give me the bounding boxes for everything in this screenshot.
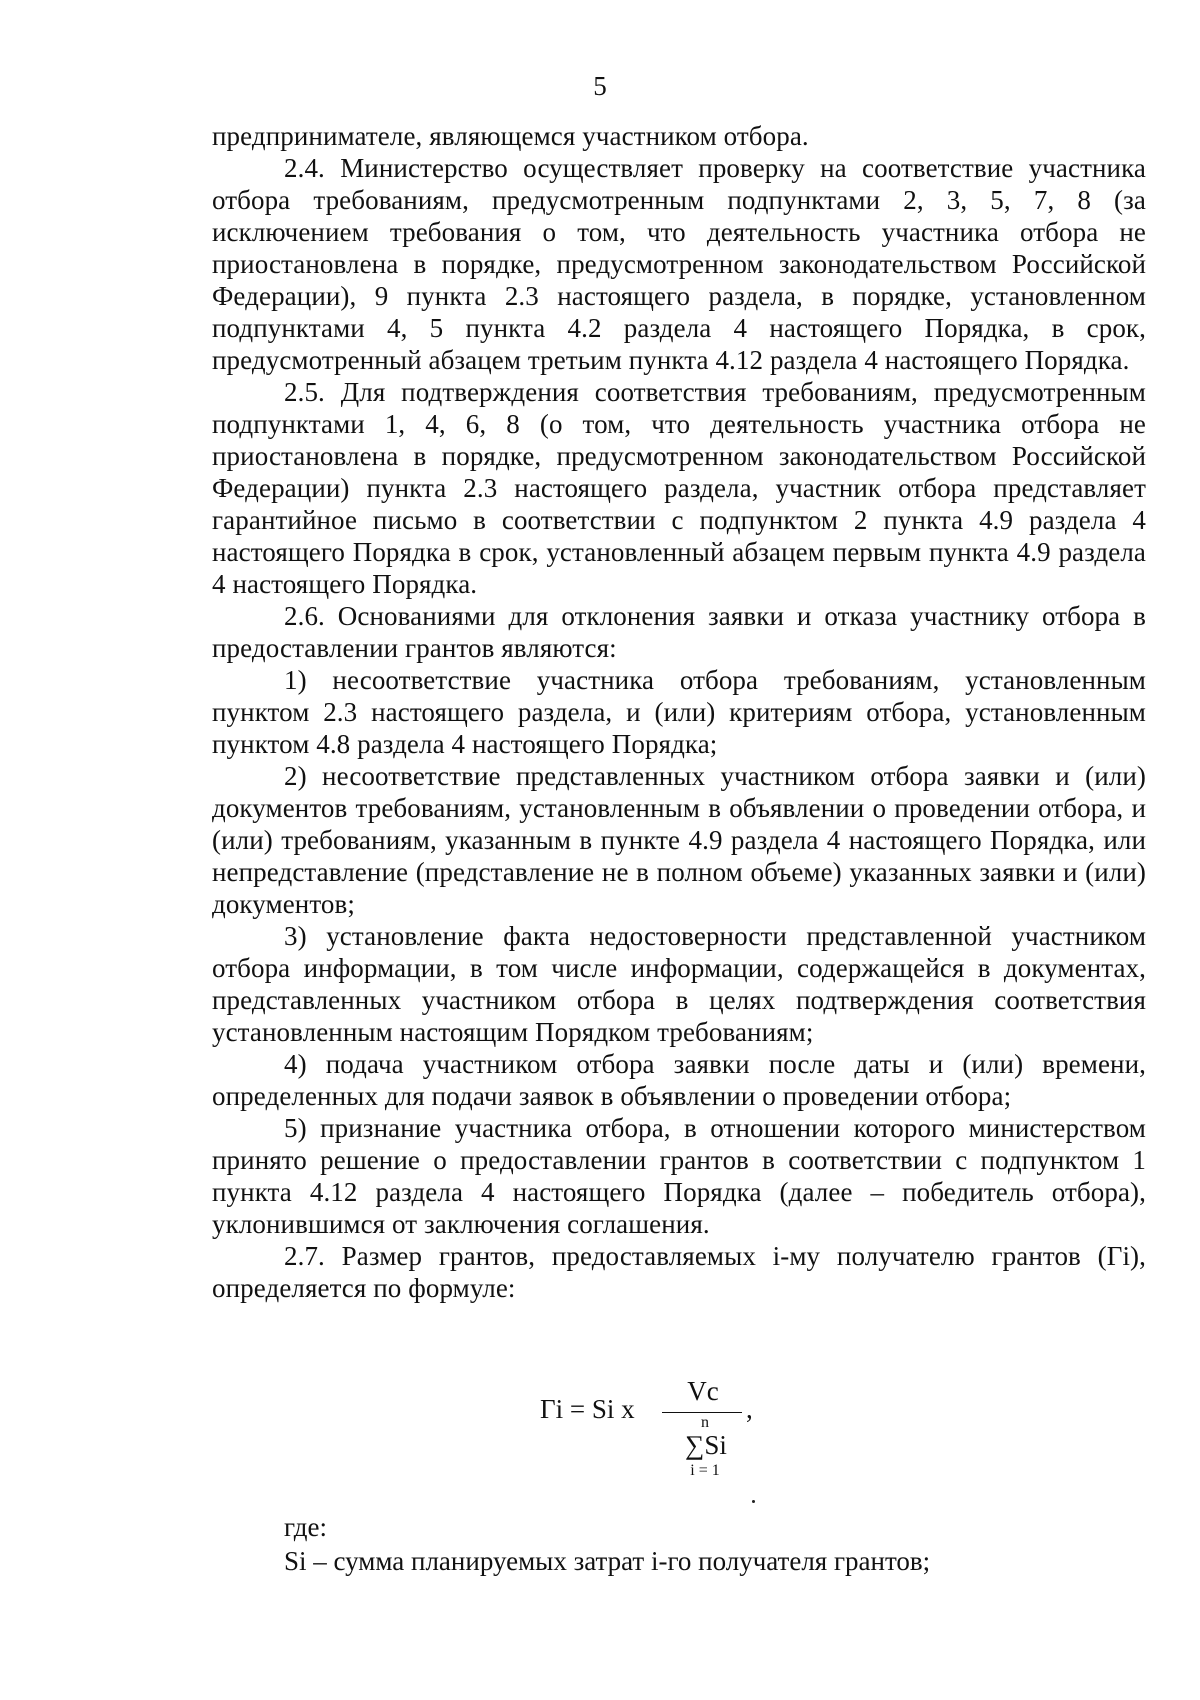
paragraph-2-4: 2.4. Министерство осуществляет проверку на соответствие участника отбора требованиям, предусмотренным подпунктами 2, 3, 5, 7, 8 (за исключением требования о том, что деятельность участника отбора не приостановлена в порядке, предусмотренном законодательством Российской Федерации), 9 пункта 2.3 настоящего раздела, в порядке, установленном подпунктами 4, 5 пункта 4.2 раздела 4 настоящего Порядка, в срок, предусмотренный абзацем третьим пункта 4.12 раздела 4 настоящего Порядка. <box>212 153 1146 375</box>
formula-lhs-text: Гi = Si х <box>540 1394 635 1424</box>
sum-lower-limit: i = 1 <box>690 1462 720 1479</box>
formula-lhs <box>540 1394 635 1425</box>
paragraph-2-6: 2.6. Основаниями для отклонения заявки и отказа участнику отбора в предоставлении грантов являются: <box>212 601 1146 663</box>
where-definition: Si – сумма планируемых затрат i-го получателя грантов; <box>284 1546 931 1576</box>
stray-dot-mark <box>752 1500 755 1503</box>
sum-upper-limit: n <box>701 1414 709 1431</box>
formula-trailing-comma: , <box>746 1394 753 1424</box>
paragraph-continuation: предпринимателе, являющемся участником отбора. <box>212 121 809 151</box>
formula-denominator: ∑Si <box>685 1430 727 1460</box>
list-item-4: 4) подача участником отбора заявки после даты и (или) времени, определенных для подачи заявок в объявлении о проведении отбора; <box>212 1049 1146 1111</box>
paragraph-2-7: 2.7. Размер грантов, предоставляемых i-му получателю грантов (Гi), определяется по формуле: <box>212 1241 1146 1303</box>
list-item-3: 3) установление факта недостоверности представленной участником отбора информации, в том числе информации, содержащейся в документах, представленных участником отбора в целях подтверждения соответствия установленным настоящим Порядком требованиям; <box>212 921 1146 1047</box>
where-label: где: <box>284 1512 327 1542</box>
formula-numerator: Vc <box>687 1376 719 1406</box>
list-item-1: 1) несоответствие участника отбора требованиям, установленным пунктом 2.3 настоящего раздела, и (или) критериям отбора, установленным пунктом 4.8 раздела 4 настоящего Порядка; <box>212 665 1146 759</box>
list-item-5: 5) признание участника отбора, в отношении которого министерством принято решение о предоставлении грантов в соответствии с подпунктом 1 пункта 4.12 раздела 4 настоящего Порядка (далее – победитель отбора), уклонившимся от заключения соглашения. <box>212 1113 1146 1239</box>
list-item-2: 2) несоответствие представленных участником отбора заявки и (или) документов требованиям, установленным в объявлении о проведении отбора, и (или) требованиям, указанным в пункте 4.9 раздела 4 настоящего Порядка, или непредставление (представление не в полном объеме) указанных заявки и (или) документов; <box>212 761 1146 919</box>
paragraph-2-5: 2.5. Для подтверждения соответствия требованиям, предусмотренным подпунктами 1, 4, 6, 8 (о том, что деятельность участника отбора не приостановлена в порядке, предусмотренном законодательством Российской Федерации) пункта 2.3 настоящего раздела, участник отбора представляет гарантийное письмо в соответствии с подпунктом 2 пункта 4.9 раздела 4 настоящего Порядка в срок, установленный абзацем первым пункта 4.9 раздела 4 настоящего Порядка. <box>212 377 1146 599</box>
fraction-bar <box>662 1412 742 1413</box>
grant-formula <box>540 1376 800 1496</box>
document-body <box>212 120 1146 1304</box>
page-number: 5 <box>593 71 607 101</box>
formula-legend <box>284 1510 930 1578</box>
